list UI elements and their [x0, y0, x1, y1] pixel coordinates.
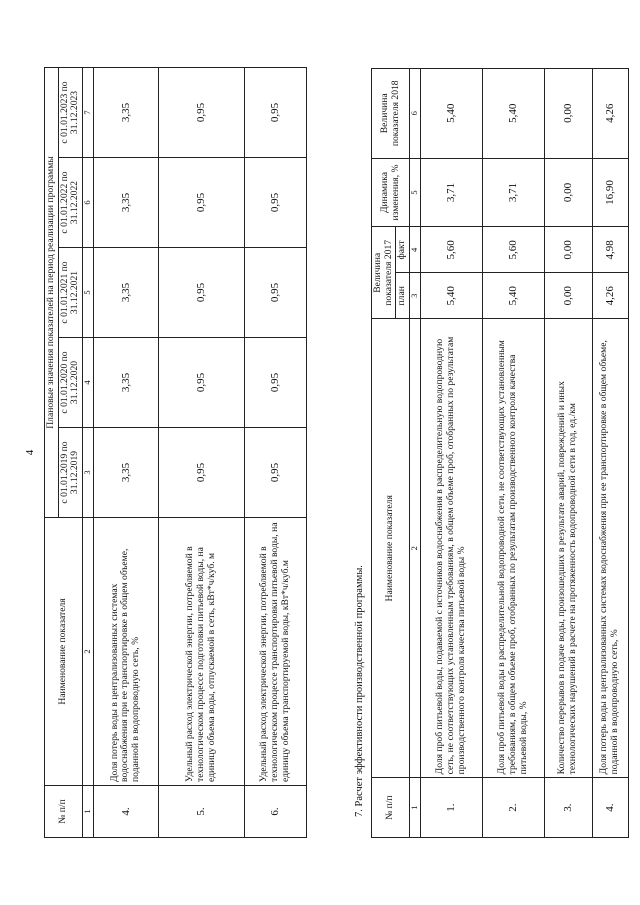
- t1-index-cell: 3: [83, 428, 94, 518]
- table1-row: [93, 67, 158, 837]
- t2-row-plan: 4,26: [592, 273, 628, 319]
- t2-row-dynamics: 0,00: [544, 158, 592, 227]
- t2-index-cell: 5: [410, 158, 421, 227]
- t2-row-fact: 4,98: [592, 227, 628, 273]
- t1-row-num: 5.: [158, 786, 244, 838]
- t1-row-value: 3,35: [93, 428, 158, 518]
- t1-row-name: Удельный расход электрической энергии, потребляемой в технологическом процессе транспортировки питьевой воды, на единицу объема транспортируемой воды, кВт*ч/куб.м: [244, 518, 306, 786]
- t1-index-cell: 7: [83, 67, 94, 157]
- table2-row: [544, 69, 592, 838]
- planned-indicators-table: [44, 67, 307, 838]
- t1-header-group: Плановые значения показателей на период реализации программы: [45, 67, 59, 517]
- t2-row-num: 3.: [544, 778, 592, 838]
- page-number: 4: [24, 449, 36, 456]
- t1-index-cell: 5: [83, 248, 94, 338]
- t2-row-value2018: 4,26: [592, 69, 628, 159]
- t2-row-dynamics: 16,90: [592, 158, 628, 227]
- t1-index-cell: 6: [83, 158, 94, 248]
- t2-row-plan: 5,40: [482, 273, 544, 319]
- t1-period: с 01.01.2022 по 31.12.2022: [58, 158, 82, 248]
- t2-row-num: 4.: [592, 778, 628, 838]
- t1-row-value: 0,95: [244, 67, 306, 157]
- t2-row-value2018: 0,00: [544, 69, 592, 159]
- t1-index-cell: 1: [83, 786, 94, 838]
- t1-header-name: Наименование показателя: [45, 518, 83, 786]
- t2-row-name: Доля проб питьевой воды в распределительной водопроводной сети, не соответствующих установленным требованиям, в общем объеме проб, отобранных по результатам производственного контроля качества питьевой воды, %: [482, 319, 544, 778]
- program-efficiency-table: [371, 68, 629, 838]
- t2-header-value2017: Величина показателя 2017: [372, 227, 396, 319]
- t2-row-name: Доля потерь воды в централизованных системах водоснабжения при ее транспортировке в общем объеме, поданной в водопроводную сеть, %: [592, 319, 628, 778]
- t1-row-num: 4.: [93, 786, 158, 838]
- t2-row-name: Доля проб питьевой воды, подаваемой с источников водоснабжения в распределительную водопроводную сеть, не соответствующих установленным требованиям, в общем объеме проб, отобранных по результатам производственного контроля качества питьевой воды %: [420, 319, 482, 778]
- t2-row-fact: 5,60: [482, 227, 544, 273]
- t2-row-name: Количество перерывов в подаче воды, произошедших в результате аварий, повреждений и иных технологических нарушений в расчете на протяженность водопроводной сети в год, ед./км: [544, 319, 592, 778]
- table1-index-row: [83, 67, 94, 837]
- t1-header-num: № п/п: [45, 786, 83, 838]
- t1-row-name: Удельный расход электрической энергии, потребляемой в технологическом процессе подготовки питьевой воды, на единицу объема воды, отпускаемой в сеть, кВт*ч/куб. м: [158, 518, 244, 786]
- table1-row: [244, 67, 306, 837]
- t1-index-cell: 2: [83, 518, 94, 786]
- t1-row-name: Доля потерь воды в централизованных системах водоснабжения при ее транспортировке в общем объеме, поданной в водопроводную сеть, %: [93, 518, 158, 786]
- t1-row-value: 0,95: [244, 338, 306, 428]
- t1-row-value: 3,35: [93, 248, 158, 338]
- t1-row-value: 0,95: [158, 158, 244, 248]
- t2-header-fact: факт: [396, 227, 410, 273]
- t2-row-fact: 0,00: [544, 227, 592, 273]
- t1-row-value: 0,95: [244, 158, 306, 248]
- t1-row-value: 3,35: [93, 67, 158, 157]
- t2-index-cell: 6: [410, 69, 421, 159]
- t2-row-num: 2.: [482, 778, 544, 838]
- t2-row-fact: 5,60: [420, 227, 482, 273]
- t1-row-value: 0,95: [158, 338, 244, 428]
- t2-header-value2018: Величина показателя 2018: [372, 69, 410, 159]
- t2-row-plan: 5,40: [420, 273, 482, 319]
- t1-row-value: 0,95: [244, 428, 306, 518]
- t1-row-num: 6.: [244, 786, 306, 838]
- t2-row-value2018: 5,40: [482, 69, 544, 159]
- t1-period: с 01.01.2023 по 31.12.2023: [58, 67, 82, 157]
- t1-period: с 01.01.2020 по 31.12.2020: [58, 338, 82, 428]
- t2-row-dynamics: 3,71: [482, 158, 544, 227]
- t1-period: с 01.01.2019 по 31.12.2019: [58, 428, 82, 518]
- table1-row: [158, 67, 244, 837]
- t2-row-dynamics: 3,71: [420, 158, 482, 227]
- table2-header-row: [372, 69, 396, 838]
- t1-row-value: 0,95: [158, 428, 244, 518]
- table2-row: [420, 69, 482, 838]
- t2-row-plan: 0,00: [544, 273, 592, 319]
- t1-row-value: 0,95: [158, 248, 244, 338]
- t1-row-value: 3,35: [93, 158, 158, 248]
- t1-row-value: 0,95: [158, 67, 244, 157]
- t2-index-cell: 1: [410, 778, 421, 838]
- t2-header-dynamics: Динамика изменения, %: [372, 158, 410, 227]
- t1-row-value: 0,95: [244, 248, 306, 338]
- t1-index-cell: 4: [83, 338, 94, 428]
- t2-header-plan: план: [396, 273, 410, 319]
- table1-header-row: [45, 67, 59, 837]
- t1-period: с 01.01.2021 по 31.12.2021: [58, 248, 82, 338]
- table2-row: [592, 69, 628, 838]
- t2-header-name: Наименование показателя: [372, 319, 410, 778]
- t2-header-num: № п/п: [372, 778, 410, 838]
- t2-row-value2018: 5,40: [420, 69, 482, 159]
- t2-row-num: 1.: [420, 778, 482, 838]
- t2-index-cell: 2: [410, 319, 421, 778]
- t1-row-value: 3,35: [93, 338, 158, 428]
- section-title: 7. Расчет эффективности производственной программы.: [354, 565, 365, 817]
- table2-index-row: [410, 69, 421, 838]
- table2-row: [482, 69, 544, 838]
- t2-index-cell: 3: [410, 273, 421, 319]
- t2-index-cell: 4: [410, 227, 421, 273]
